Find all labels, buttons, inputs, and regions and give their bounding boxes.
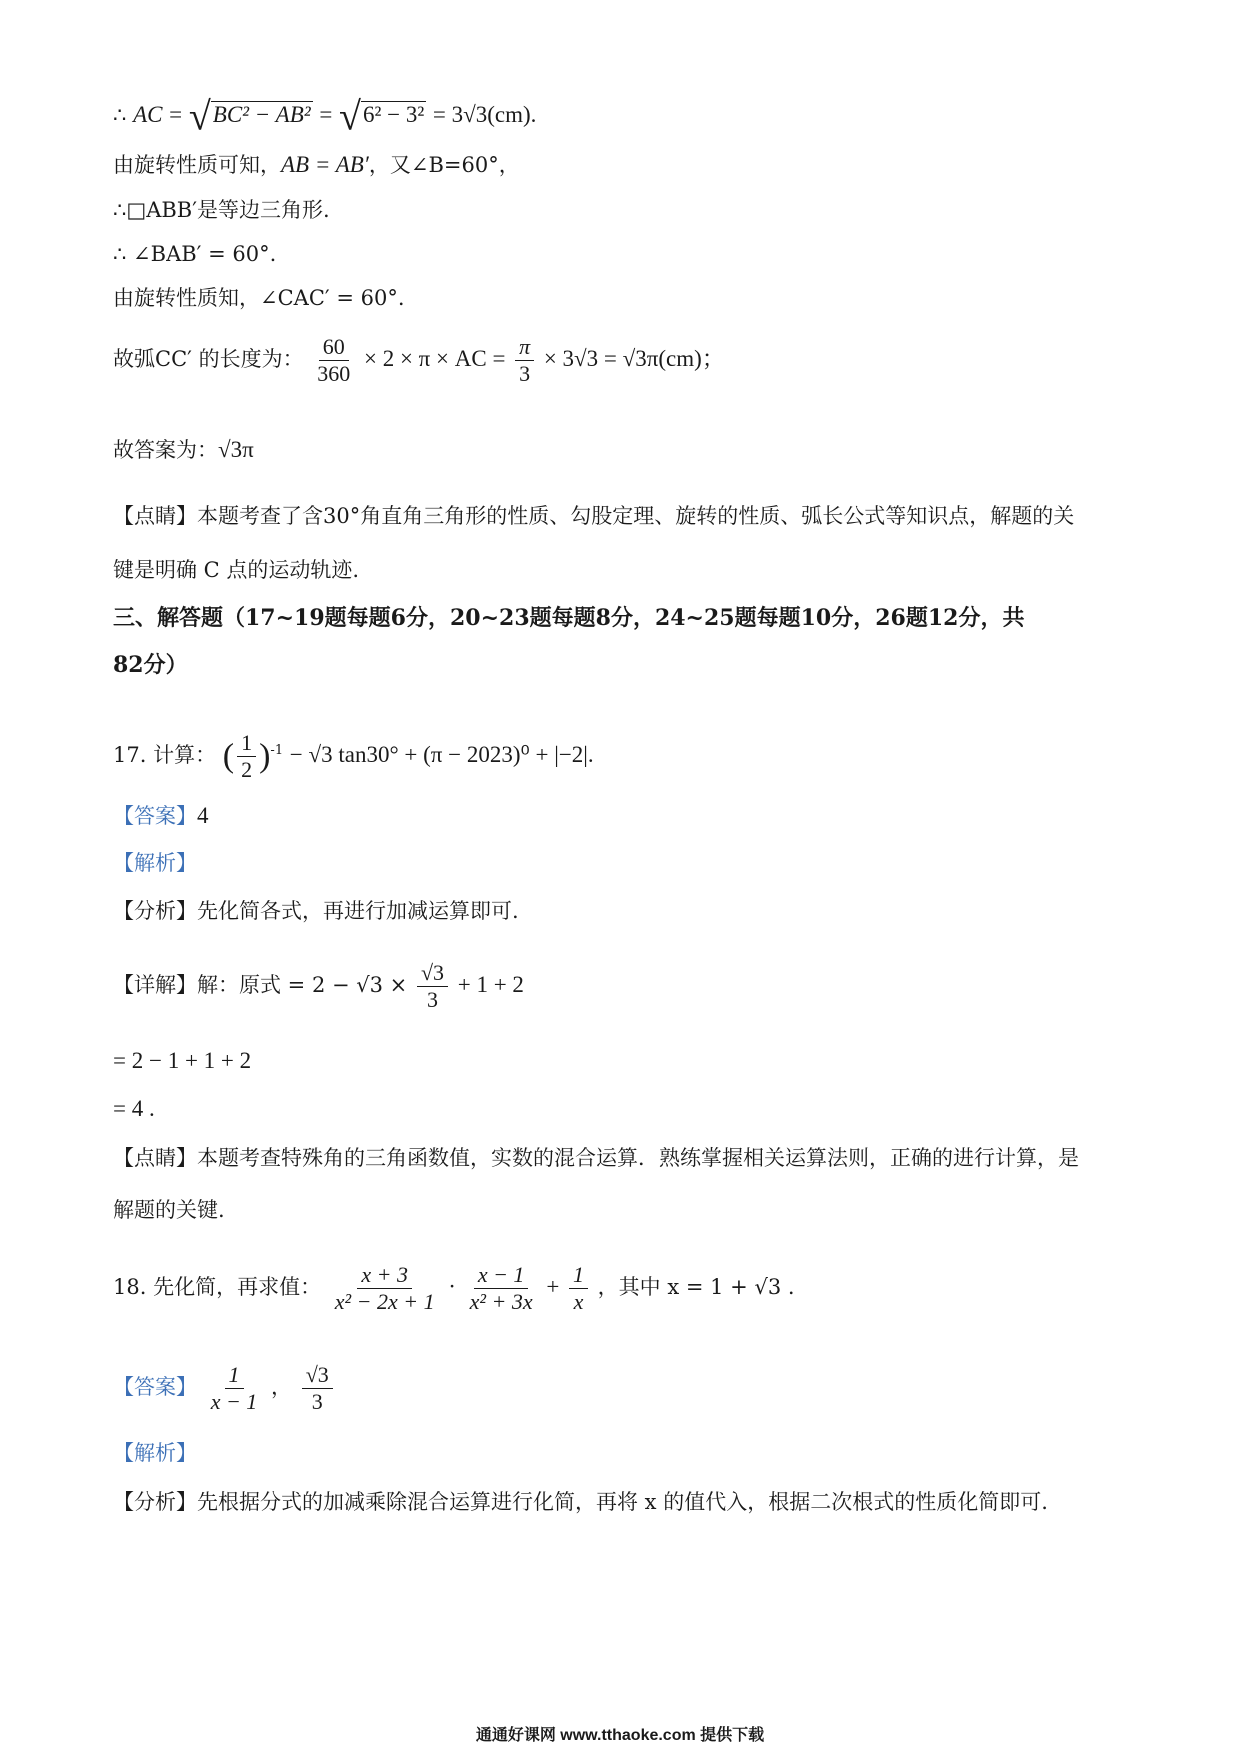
- comment-line-2: 键是明确 C 点的运动轨迹.: [113, 558, 360, 582]
- comment-line-1: 【点睛】本题考查了含30°角直角三角形的性质、勾股定理、旋转的性质、弧长公式等知识点，解题的关: [113, 504, 1075, 528]
- analysis-17: 【分析】先化简各式，再进行加减运算即可.: [113, 899, 519, 923]
- solution-line-equilateral: ∴□ABB′是等边三角形.: [113, 198, 330, 222]
- solution-17: 【详解】解：原式 = 2 − √3 × $\frac{√3}{3}$ + 1 + 2: [113, 960, 524, 1012]
- analysis-18: 【分析】先根据分式的加减乘除混合运算进行化简，再将 x 的值代入，根据二次根式的性质化简即可.: [113, 1490, 1048, 1514]
- question-18: 18. 先化简，再求值： $\frac{x + 3}{\text{x² − 2x + 1}}$ · $\frac{x - 1}{\text{x² + 3x}}$ + $\frac{1}{x}$ ，其中 x = 1 + √3 .: [113, 1262, 795, 1314]
- solution-line-angle-cac: 由旋转性质知，∠CAC′ = 60°.: [113, 286, 405, 310]
- page-footer: 通通好课网 www.tthaoke.com 提供下载: [475, 1727, 765, 1744]
- solution-line-answer: 故答案为：√3π: [113, 437, 254, 462]
- analysis-tag-18: 【解析】: [113, 1441, 197, 1465]
- solution-line-arc-length: 故弧CC′ 的长度为： $\frac{60}{360}$ × 2 × π × AC = $\frac{\pi}{3}$ × 3√3 = √3π(cm)；: [113, 334, 725, 386]
- solution-17-step-3: = 4 .: [113, 1096, 155, 1121]
- answer-17: 【答案】4: [113, 803, 209, 828]
- solution-line-rotation: 由旋转性质可知，AB = AB′，又∠B=60°，: [113, 152, 520, 177]
- answer-18: 【答案】 $\frac{1}{x - 1}$ ， $\frac{√3}{3}$: [113, 1362, 336, 1415]
- analysis-tag-17: 【解析】: [113, 851, 197, 875]
- solution-line-angle-bab: ∴ ∠BAB′ = 60°.: [113, 242, 277, 266]
- comment-17-line-1: 【点睛】本题考查特殊角的三角函数值，实数的混合运算．熟练掌握相关运算法则，正确的进行计算，是: [113, 1146, 1079, 1170]
- comment-17-line-2: 解题的关键.: [113, 1198, 225, 1222]
- section-heading-line-2: 82分）: [113, 652, 188, 678]
- solution-line-ac: ∴ AC = √BC² − AB² = √6² − 3² = 3√3(cm).: [113, 93, 537, 139]
- section-heading: 三、解答题（17~19题每题6分，20~23题每题8分，24~25题每题10分，26题12分，共: [113, 605, 1025, 631]
- question-17: 17. 计算： ( $\frac{1}{2}$ )$^{-1}$ − √3 tan30° + (π − 2023)⁰ + |−2|.: [113, 730, 594, 782]
- solution-17-step-2: = 2 − 1 + 1 + 2: [113, 1048, 252, 1073]
